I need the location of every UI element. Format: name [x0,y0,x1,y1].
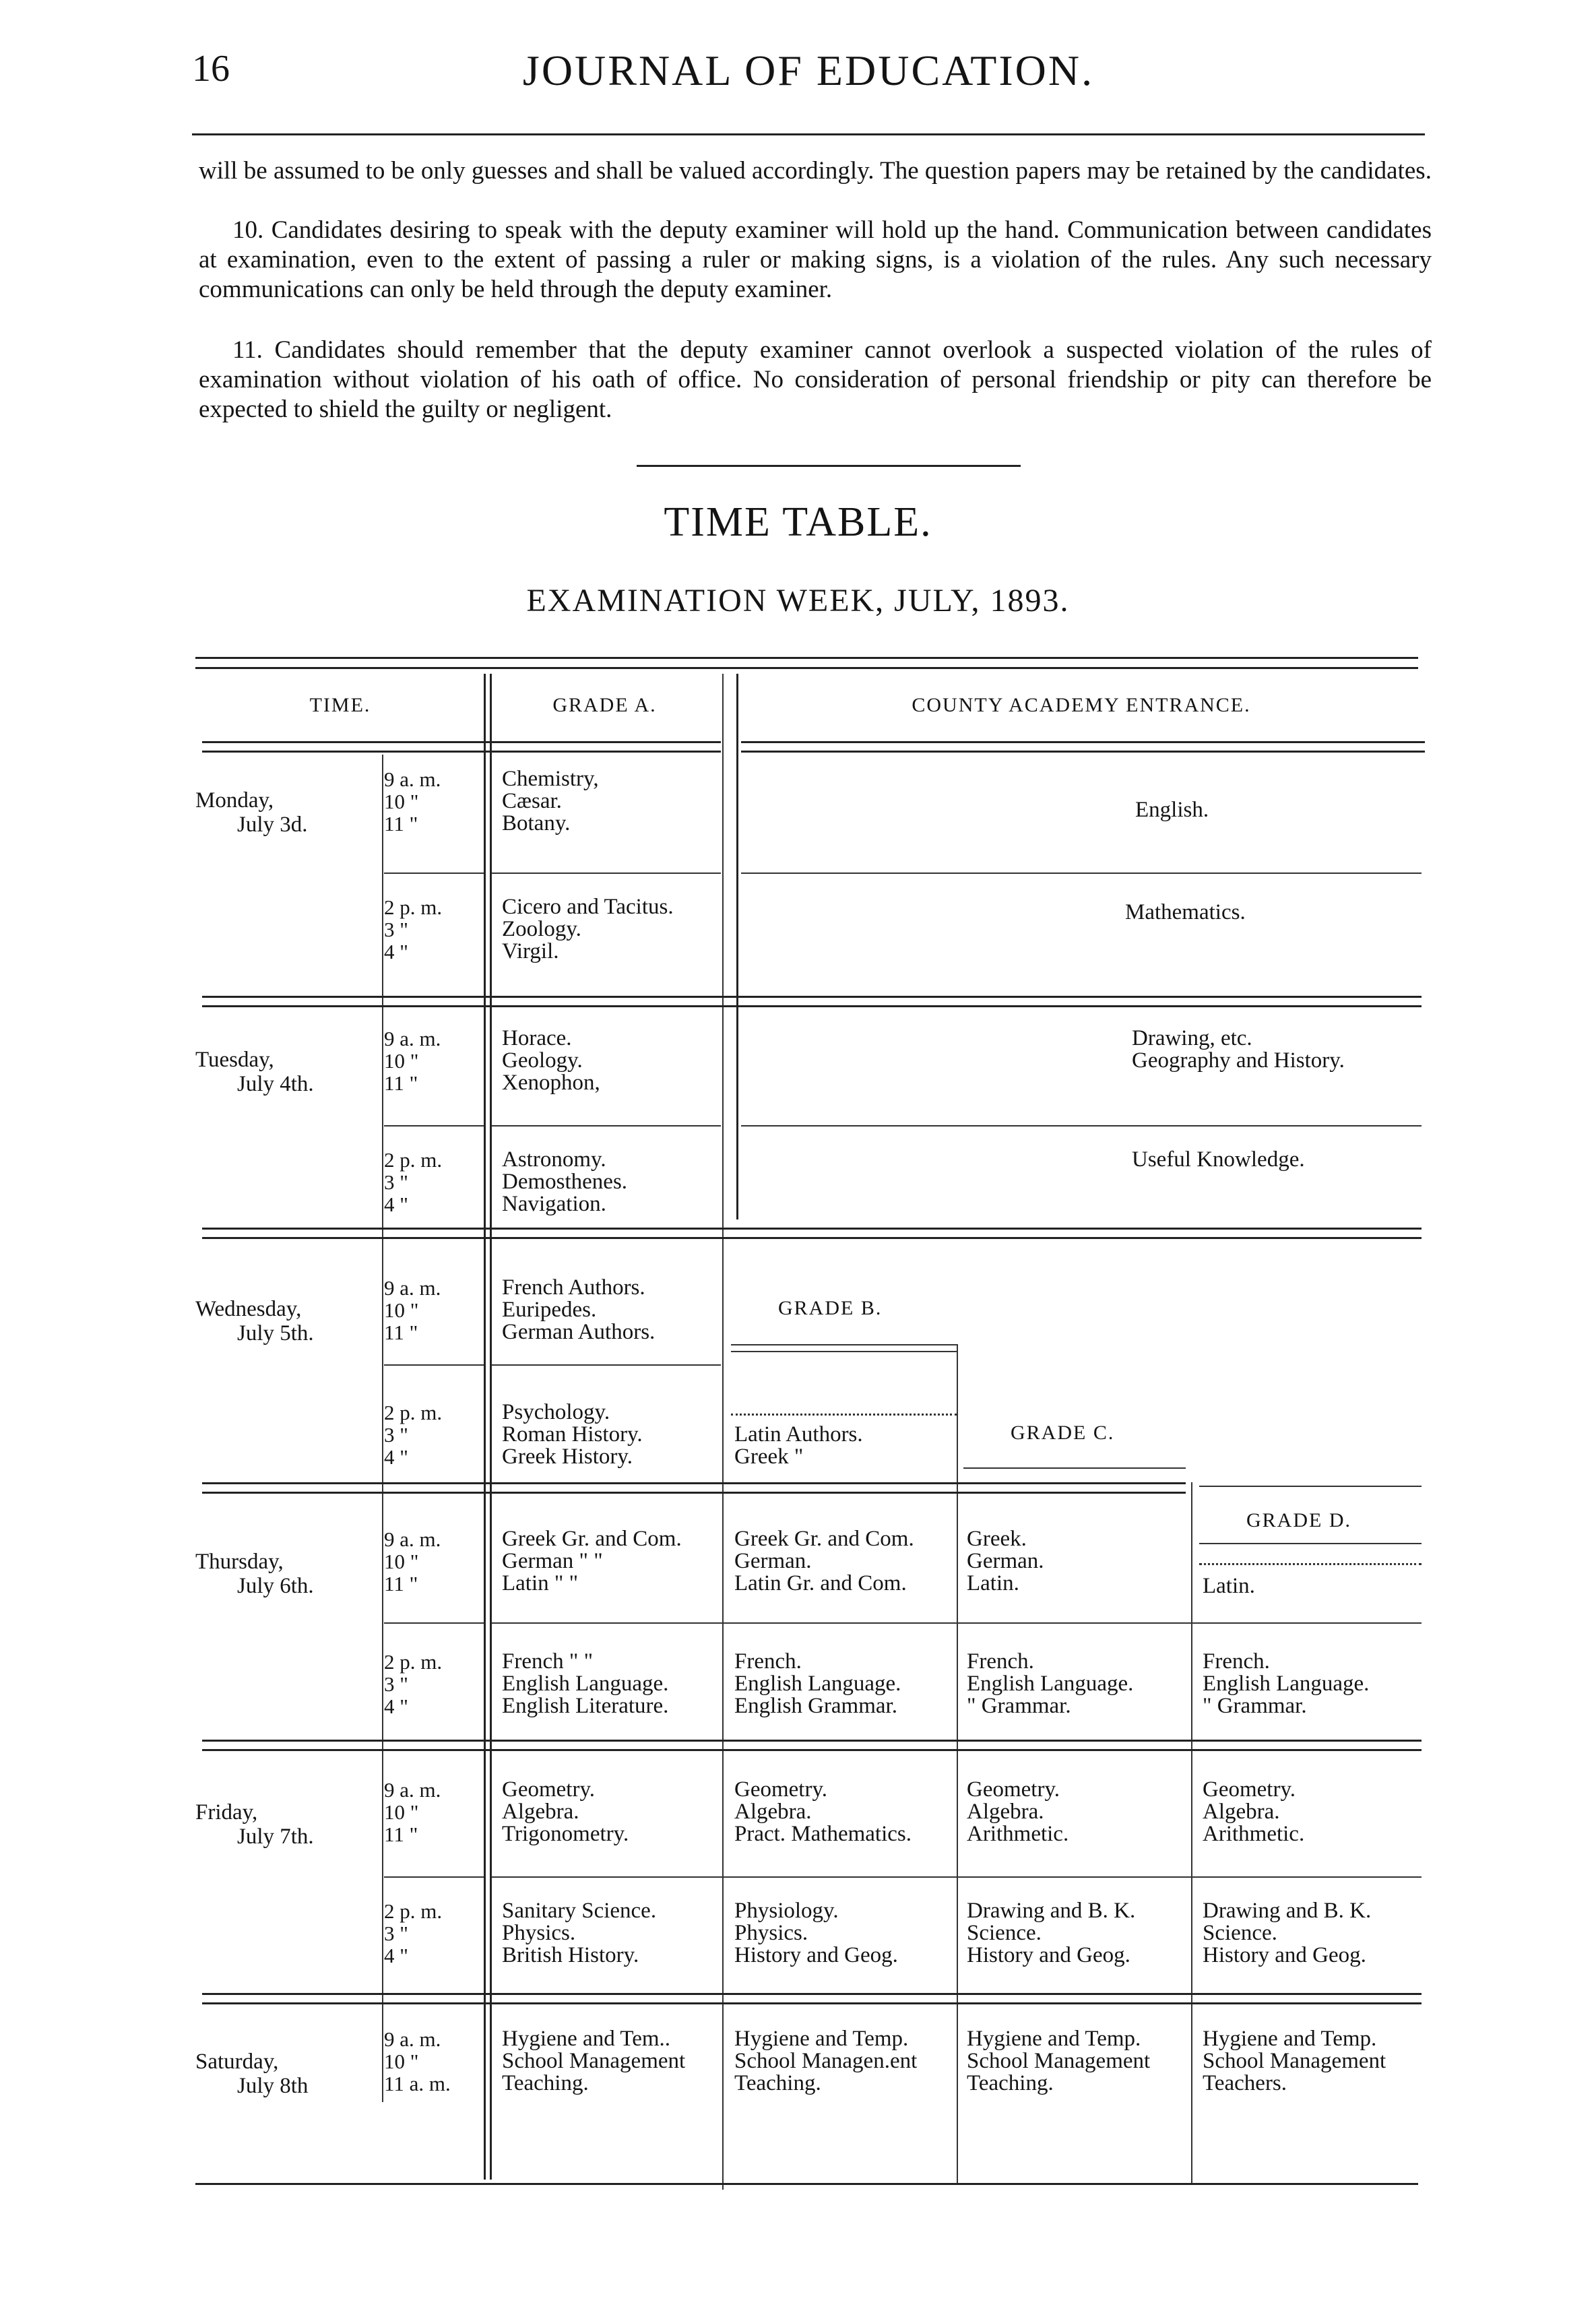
slot-rule [741,1125,1422,1127]
grade-b-subjects: French. English Language. English Grammar. [734,1649,901,1718]
grade-d-top-rule [1199,1486,1422,1487]
time-slot: 9 a. m. 10 " 11 " [384,1527,441,1595]
header-rule [202,751,721,753]
county-subject: English. [1135,798,1209,822]
slot-rule [384,1876,484,1878]
county-subject: Mathematics. [1125,900,1246,924]
grade-c-header-rule [963,1467,1186,1469]
day-monday: Monday, July 3d. [195,788,308,837]
page-number: 16 [192,48,230,90]
day-rule [202,1740,1422,1742]
divider-days-times [382,755,383,2102]
day-thursday: Thursday, July 6th. [195,1550,314,1598]
time-slot: 9 a. m. 10 " 11 a. m. [384,2027,451,2095]
table-top-rule [195,667,1418,669]
column-header-time: TIME. [309,694,371,716]
slot-rule [492,873,721,874]
day-rule [202,1237,1422,1239]
header-rule [741,751,1425,753]
grade-a-subjects: French " " English Language. English Literature. [502,1649,669,1718]
header-rule [741,741,1425,743]
day-rule [202,996,1422,998]
grade-d-subjects: Hygiene and Temp. School Management Teachers. [1203,2027,1386,2095]
day-rule [202,2002,1422,2004]
slot-rule [384,1622,484,1624]
slot-rule [492,1125,721,1127]
column-header-grade-d: GRADE D. [1246,1509,1351,1531]
day-friday: Friday, July 7th. [195,1800,314,1849]
day-wednesday: Wednesday, July 5th. [195,1297,314,1345]
divider-gradea-gradeb [722,1354,724,2190]
day-rule [202,1993,1422,1995]
time-slot: 9 a. m. 10 " 11 " [384,1778,441,1846]
grade-b-subjects: Greek Gr. and Com. German. Latin Gr. and Com. [734,1527,914,1595]
column-header-grade-a: GRADE A. [552,694,657,716]
grade-b-header-rule [731,1351,957,1352]
grade-c-subjects: French. English Language. " Grammar. [967,1649,1134,1718]
grade-a-subjects: Greek Gr. and Com. German " " Latin " " [502,1527,682,1595]
header-rule [192,133,1425,135]
grade-a-subjects: Horace. Geology. Xenophon, [502,1026,600,1095]
slot-rule [384,1364,484,1366]
column-header-grade-b: GRADE B. [778,1297,883,1319]
grade-c-subjects: Hygiene and Temp. School Management Teaching. [967,2027,1151,2095]
grade-b-subjects: Geometry. Algebra. Pract. Mathematics. [734,1777,912,1846]
grade-c-subjects: Geometry. Algebra. Arithmetic. [967,1777,1069,1846]
day-rule [202,1492,1186,1494]
column-header-county-academy: COUNTY ACADEMY ENTRANCE. [912,694,1251,716]
grade-a-subjects: Hygiene and Tem.. School Management Teaching. [502,2027,686,2095]
divider-county [736,674,738,1219]
time-slot: 2 p. m. 3 " 4 " [384,895,443,963]
rule-paragraph-10: 10. Candidates desiring to speak with the deputy examiner will hold up the hand. Communication between candidates at examination, even to the extent of passing a ruler or making signs, is a violation of the rules. Any such necessary communications can only be held through the deputy examiner. [199,216,1432,303]
county-subject: Geography and History. [1132,1048,1345,1073]
slot-rule [384,1125,484,1127]
grade-b-header-rule [731,1344,957,1345]
grade-d-subjects: Latin. [1203,1574,1255,1598]
slot-rule [492,1364,721,1366]
grade-a-subjects: Psychology. Roman History. Greek History. [502,1400,643,1469]
grade-a-subjects: Astronomy. Demosthenes. Navigation. [502,1147,628,1216]
day-tuesday: Tuesday, July 4th. [195,1048,314,1096]
day-saturday: Saturday, July 8th [195,2050,309,2098]
timetable-title: TIME TABLE. [664,499,932,545]
grade-c-subjects: Drawing and B. K. Science. History and Geog. [967,1899,1136,1967]
grade-a-subjects: French Authors. Euripedes. German Authors. [502,1275,656,1344]
slot-rule [384,873,484,874]
grade-a-subjects: Sanitary Science. Physics. British History. [502,1899,657,1967]
rule-paragraph-9-end: will be assumed to be only guesses and shall be valued accordingly. The question papers may be retained by the candidates. [199,157,1432,185]
grade-b-subjects: Physiology. Physics. History and Geog. [734,1899,898,1967]
grade-d-subjects: French. English Language. " Grammar. [1203,1649,1370,1718]
day-rule [202,1749,1422,1751]
time-slot: 2 p. m. 3 " 4 " [384,1650,443,1718]
grade-a-subjects: Chemistry, Cæsar. Botany. [502,767,599,835]
divider-gradeb-gradec [957,1344,958,2183]
time-slot: 9 a. m. 10 " 11 " [384,767,441,835]
county-subject: Drawing, etc. [1132,1026,1252,1050]
section-divider [637,465,1021,467]
column-header-grade-c: GRADE C. [1011,1422,1115,1444]
grade-d-header-rule [1199,1543,1422,1544]
day-rule [202,1482,1186,1484]
rule-paragraph-11: 11. Candidates should remember that the deputy examiner cannot overlook a suspected violation of the rules of examination without violation of his oath of office. No consideration of personal friendship or pity can therefore be expected to shield the guilty or negligent. [199,336,1432,423]
table-bottom-rule [195,2183,1418,2185]
grade-b-dotted-rule [731,1414,957,1416]
grade-d-subjects: Geometry. Algebra. Arithmetic. [1203,1777,1305,1846]
header-rule [202,741,721,743]
grade-d-subjects: Drawing and B. K. Science. History and Geog. [1203,1899,1372,1967]
grade-a-subjects: Geometry. Algebra. Trigonometry. [502,1777,629,1846]
grade-c-subjects: Greek. German. Latin. [967,1527,1044,1595]
grade-a-subjects: Cicero and Tacitus. Zoology. Virgil. [502,895,674,963]
time-slot: 2 p. m. 3 " 4 " [384,1401,443,1469]
day-rule [202,1005,1422,1007]
divider-gradec-graded [1191,1482,1192,2183]
journal-title: JOURNAL OF EDUCATION. [522,46,1095,94]
grade-d-dotted-rule [1199,1563,1422,1565]
time-slot: 9 a. m. 10 " 11 " [384,1276,441,1344]
table-top-rule [195,657,1418,659]
divider-times-gradea [490,674,492,2180]
time-slot: 2 p. m. 3 " 4 " [384,1899,443,1967]
county-subject: Useful Knowledge. [1132,1147,1305,1172]
timetable-subtitle: EXAMINATION WEEK, JULY, 1893. [526,583,1070,619]
divider-gradea-county [722,674,724,1354]
slot-rule [492,1876,1422,1878]
page-header [192,42,1425,102]
grade-b-subjects: Latin Authors. Greek " [734,1422,863,1469]
time-slot: 9 a. m. 10 " 11 " [384,1027,441,1095]
slot-rule [492,1622,1422,1624]
time-slot: 2 p. m. 3 " 4 " [384,1148,443,1216]
day-rule [202,1228,1422,1230]
slot-rule [741,873,1422,874]
grade-b-subjects: Hygiene and Temp. School Managen.ent Teaching. [734,2027,918,2095]
